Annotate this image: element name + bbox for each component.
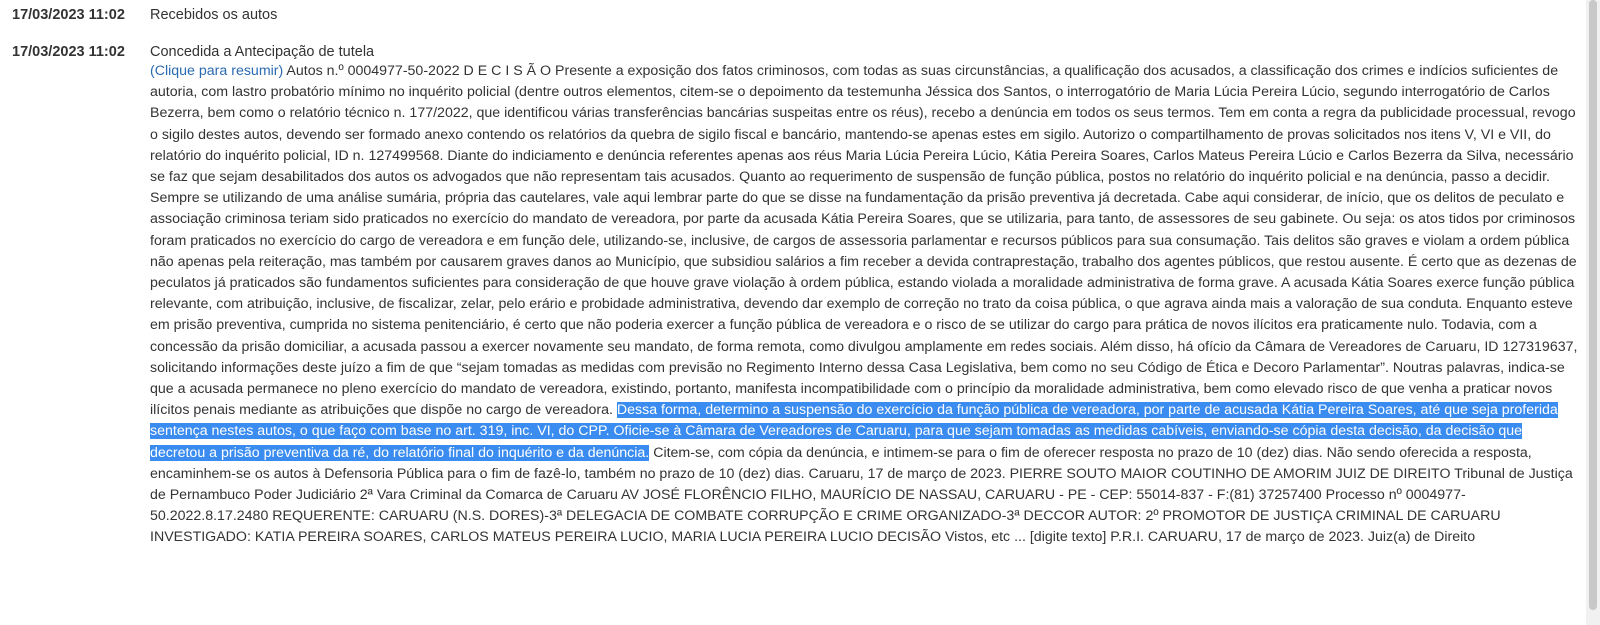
- entry-content: [148, 6, 1578, 24]
- selected-text: Dessa forma, determino a suspensão do exercício da função pública de vereadora, por parte de acusada Kátia Pereira Soares, até que seja proferida sentença nestes autos, o que faço com base no art. 319, inc. VI, do CPP. Oficie-se à Câmara de Vereadores de Caruaru, para que sejam tomadas as medidas cabíveis, enviando-se cópia desta decisão, da decisão que decretou a prisão preventiva da ré, do relatório final do inquérito e da denúncia.: [150, 402, 1558, 461]
- timeline-entry: [0, 43, 1578, 549]
- decision-text-part: Citem-se, com cópia da denúncia, e intimem-se para o fim de oferecer resposta no prazo de 10 (dez) dias. Não sendo oferecida a resposta, encaminhem-se os autos à Defensoria Pública para o fim de fazê-lo, também no prazo de 10 (dez) dias. Caruaru, 17 de março de 2023. PIERRE SOUTO MAIOR COUTINHO DE AMORIM JUIZ DE DIREITO Tribunal de Justiça de Pernambuco Poder Judiciário 2ª Vara Criminal da Comarca de Caruaru AV JOSÉ FLORÊNCIO FILHO, MAURÍCIO DE NASSAU, CARUARU - PE - CEP: 55014-837 - F:(81) 37257400 Processo nº 0004977-50.2022.8.17.2480 REQUERENTE: CARUARU (N.S. DORES)-3ª DELEGACIA DE COMBATE CORRUPÇÃO E CRIME ORGANIZADO-3ª DECCOR AUTOR: 2º PROMOTOR DE JUSTIÇA CRIMINAL DE CARUARU INVESTIGADO: KATIA PEREIRA SOARES, CARLOS MATEUS PEREIRA LUCIO, MARIA LUCIA PEREIRA LUCIO DECISÃO Vistos, etc ... [digite texto] P.R.I. CARUARU, 17 de março de 2023. Juiz(a) de Direito: [150, 444, 1573, 546]
- vertical-scrollbar[interactable]: [1586, 0, 1600, 625]
- decision-text: [150, 61, 1578, 549]
- entry-title: Recebidos os autos: [150, 7, 278, 23]
- summarize-toggle-link[interactable]: (Clique para resumir): [150, 63, 284, 79]
- scrollbar-thumb[interactable]: [1589, 0, 1597, 610]
- entry-datetime: 17/03/2023 11:02: [12, 44, 125, 60]
- entry-title: Concedida a Antecipação de tutela: [150, 44, 375, 60]
- timeline-entry: [0, 6, 1578, 24]
- decision-text-part: Autos n.º 0004977-50-2022 D E C I S Ã O Presente a exposição dos fatos criminosos, com todas as suas circunstâncias, a qualificação dos acusados, a classificação dos crimes e indícios suficientes de autoria, com lastro probatório mínimo no inquérito policial (dentre outros elementos, citem-se o depoimento da testemunha Jéssica dos Santos, o interrogatório de Maria Lúcia Pereira Lúcio, segundo interrogatório de Carlos Bezerra, bem como o relatório técnico n. 177/2022, que identificou várias transferências bancárias suspeitas entre os réus), recebo a denúncia em todos os seus termos. Tem em conta a regra da publicidade processual, revogo o sigilo destes autos, devendo ser formado anexo contendo os relatórios da quebra de sigilo fiscal e bancário, mantendo-se apenas estes em sigilo. Autorizo o compartilhamento de provas solicitados nos itens V, VI e VII, do relatório do inquérito policial, ID n. 127499568. Diante do indiciamento e denúncia referentes apenas aos réus Maria Lúcia Pereira Lúcio, Kátia Pereira Soares, Carlos Mateus Pereira Lúcio e Carlos Bezerra da Silva, necessário se faz que sejam desabilitados dos autos os advogados que não representam tais acusados. Quanto ao requerimento de suspensão de função pública, postos no relatório do inquérito policial e na denúncia, passo a decidir. Sempre se utilizando de uma análise sumária, própria das cautelares, vale aqui lembrar parte do que se disse na fundamentação da prisão preventiva já decretada. Cabe aqui considerar, de início, que os delitos de peculato e associação criminosa teriam sido praticados no exercício do mandato de vereadora, por parte da acusada Kátia Pereira Soares, que se utilizaria, para tanto, de assessores de seu gabinete. Ou seja: os atos tidos por criminosos foram praticados no exercício do cargo de vereadora e em função dele, utilizando-se, inclusive, de cargos de assessoria parlamentar e recursos públicos para sua consumação. Tais delitos são graves e violam a ordem pública não apenas pela reiteração, mas também por causarem graves danos ao Município, que subsidiou salários a fim receber a devida contraprestação, trabalho dos agentes públicos, que restou ausente. É certo que as dezenas de peculatos já praticados são fundamentos suficientes para consideração de que houve grave violação à ordem pública, estando violada a moralidade administrativa de forma grave. A acusada Kátia Soares exerce função pública relevante, com atribuição, inclusive, de fiscalizar, zelar, pelo erário e probidade administrativa, devendo dar exemplo de correção no trato da coisa pública, o que agrava ainda mais a valoração de sua conduta. Enquanto esteve em prisão preventiva, cumprida no sistema penitenciário, é certo que não poderia exercer a função pública de vereadora e o risco de se utilizar do cargo para prática de novos ilícitos era praticamente nulo. Todavia, com a concessão da prisão domiciliar, a acusada passou a exercer novamente seu mandato, de forma remota, como divulgou amplamente em redes sociais. Além disso, há ofício da Câmara de Vereadores de Caruaru, ID 127319637, solicitando informações deste juízo a fim de que “sejam tomadas as medidas com previsão no Regimento Interno dessa Casa Legislativa, bem como no seu Código de Ética e Decoro Parlamentar”. Noutras palavras, indica-se que a acusada permanece no pleno exercício do mandato de vereadora, existindo, portanto, manifesta incompatibilidade com o princípio da moralidade administrativa, bem como elevado risco de que venha a praticar novos ilícitos penais mediante as atribuições que dispõe no cargo de vereadora.: [150, 63, 1578, 419]
- entry-datetime: 17/03/2023 11:02: [12, 7, 125, 23]
- entry-content: [148, 43, 1578, 549]
